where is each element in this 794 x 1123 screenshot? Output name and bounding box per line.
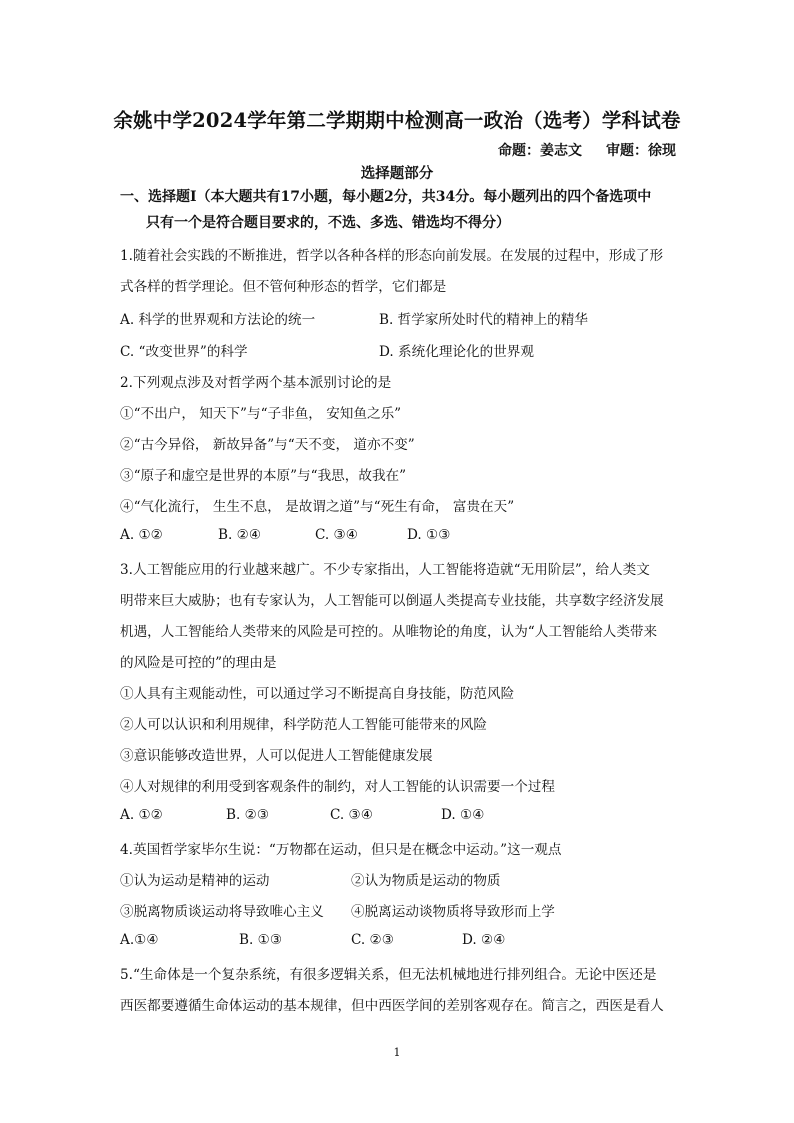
q2-option-b: B. ②④ — [218, 527, 262, 543]
q3-statement-4: ④人对规律的利用受到客观条件的制约，对人工智能的认识需要一个过程 — [120, 779, 555, 795]
q2-stem: 2.下列观点涉及对哲学两个基本派别讨论的是 — [120, 375, 392, 391]
q4-option-d: D. ②④ — [462, 932, 506, 948]
q3-option-d: D. ①④ — [441, 807, 485, 823]
q4-statement-3: ③脱离物质谈运动将导致唯心主义 — [120, 904, 324, 920]
q4-option-a: A.①④ — [120, 932, 159, 948]
q2-statement-2: ②“古今异俗， 新故异备”与“天不变， 道亦不变” — [120, 437, 415, 453]
q2-statement-4: ④“气化流行， 生生不息， 是故谓之道”与“死生有命， 富贵在天” — [120, 499, 515, 515]
part-heading: 选择题部分 — [360, 165, 434, 182]
q1-stem-line1: 1.随着社会实践的不断推进，哲学以各种各样的形态向前发展。在发展的过程中，形成了形 — [120, 248, 664, 264]
q1-option-a: A. 科学的世界观和方法论的统一 — [120, 312, 316, 328]
q2-option-a: A. ①② — [120, 527, 163, 543]
reviewer-label: 审题：徐现 — [606, 143, 676, 159]
q3-stem-line3: 机遇，人工智能给人类带来的风险是可控的。从唯物论的角度，认为“人工智能给人类带来 — [120, 624, 658, 640]
section-heading-line1: 一、选择题Ⅰ（本大题共有17小题，每小题2分，共34分。每小题列出的四个备选项中 — [120, 189, 652, 205]
q4-option-b: B. ①③ — [239, 932, 283, 948]
page-number: 1 — [393, 1046, 401, 1059]
exam-title: 余姚中学2024学年第二学期期中检测高一政治（选考）学科试卷 — [113, 109, 681, 132]
q5-stem-line1: 5.“生命体是一个复杂系统，有很多逻辑关系，但无法机械地进行排列组合。无论中医还是 — [120, 967, 657, 983]
q2-statement-3: ③“原子和虚空是世界的本原”与“我思，故我在” — [120, 468, 407, 484]
q3-option-c: C. ③④ — [330, 807, 373, 823]
section-heading — [120, 184, 680, 236]
q2-option-d: D. ①③ — [407, 527, 451, 543]
q2-statement-1: ①“不出户， 知天下”与“子非鱼， 安知鱼之乐” — [120, 406, 402, 422]
q3-statement-3: ③意识能够改造世界，人可以促进人工智能健康发展 — [120, 748, 433, 764]
q3-option-b: B. ②③ — [226, 807, 270, 823]
q3-stem-line2: 明带来巨大威胁；也有专家认为，人工智能可以倒逼人类提高专业技能，共享数字经济发展 — [120, 593, 664, 609]
q4-stem: 4.英国哲学家毕尔生说：“万物都在运动，但只是在概念中运动。”这一观点 — [120, 842, 562, 858]
section-heading-line2: 只有一个是符合题目要求的，不选、多选、错选均不得分） — [146, 215, 510, 231]
author-label: 命题：姜志文 — [498, 143, 582, 159]
q4-option-c: C. ②③ — [351, 932, 394, 948]
q1-stem-line2: 式各样的哲学理论。但不管何种形态的哲学，它们都是 — [120, 279, 447, 295]
q4-statement-2: ②认为物质是运动的物质 — [351, 873, 501, 889]
q3-stem-line4: 的风险是可控的”的理由是 — [120, 655, 277, 671]
q1-option-c: C. “改变世界”的科学 — [120, 344, 248, 360]
q4-statement-1: ①认为运动是精神的运动 — [120, 873, 270, 889]
q2-option-c: C. ③④ — [315, 527, 358, 543]
q3-stem-line1: 3.人工智能应用的行业越来越广。不少专家指出，人工智能将造就“无用阶层”，给人类文 — [120, 562, 650, 578]
q1-option-d: D. 系统化理论化的世界观 — [379, 344, 534, 360]
q3-statement-2: ②人可以认识和利用规律，科学防范人工智能可能带来的风险 — [120, 717, 488, 733]
q5-stem-line2: 西医都要遵循生命体运动的基本规律，但中西医学间的差别客观存在。简言之，西医是看人 — [120, 998, 664, 1014]
exam-credits — [498, 140, 676, 160]
q1-option-b: B. 哲学家所处时代的精神上的精华 — [379, 312, 588, 328]
q4-statement-4: ④脱离运动谈物质将导致形而上学 — [351, 904, 555, 920]
q3-option-a: A. ①② — [120, 807, 163, 823]
q3-statement-1: ①人具有主观能动性，可以通过学习不断提高自身技能，防范风险 — [120, 686, 515, 702]
